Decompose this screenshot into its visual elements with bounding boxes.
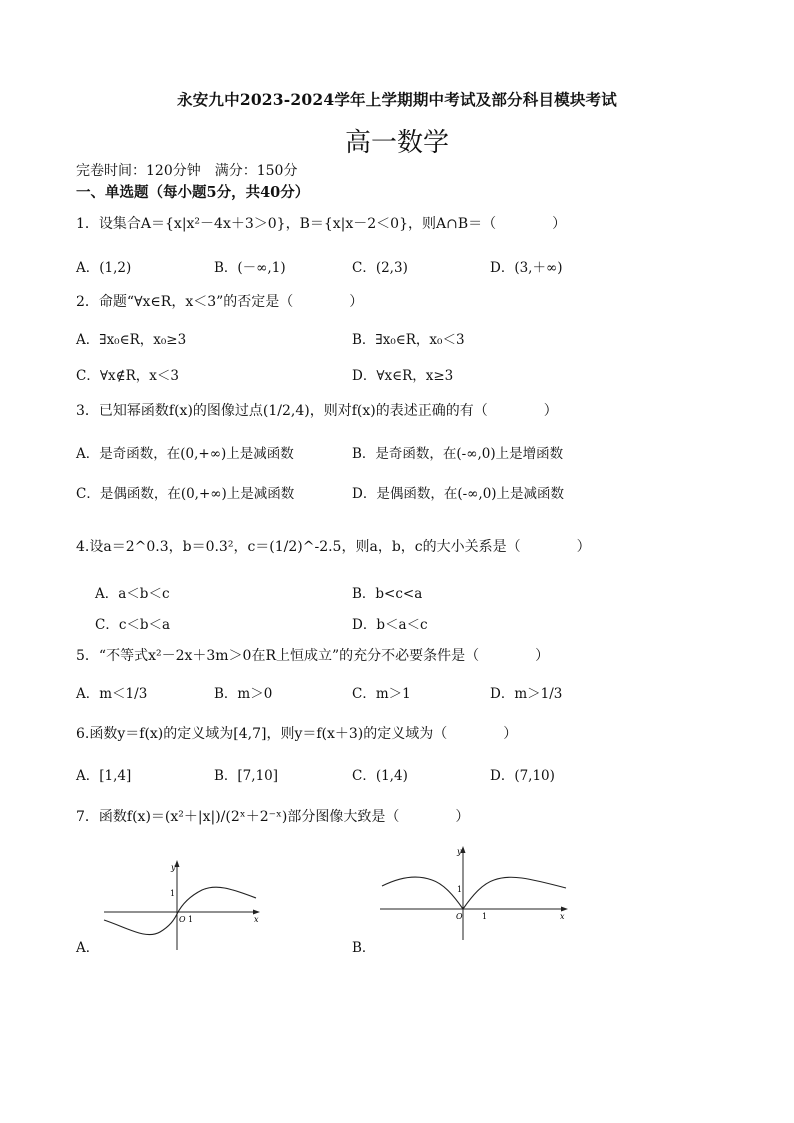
question-2-option-b: B．∃x₀∈R，x₀＜3: [352, 332, 465, 348]
question-3-stem: 3．已知幂函数f(x)的图像过点(1/2,4)，则对f(x)的表述正确的有（ ）: [76, 403, 558, 419]
question-5-option-a: A．m＜1/3: [76, 686, 148, 702]
question-5-option-b: B．m＞0: [214, 686, 273, 702]
y-tick-one: 1: [457, 885, 463, 894]
question-5-stem: 5．“不等式x²－2x＋3m＞0在R上恒成立”的充分不必要条件是（ ）: [76, 648, 550, 664]
question-1-option-b: B．(－∞,1): [214, 260, 286, 276]
exam-title: 永安九中2023-2024学年上学期期中考试及部分科目模块考试: [177, 90, 617, 109]
question-6-stem: 6.函数y＝f(x)的定义域为[4,7]，则y＝f(x＋3)的定义域为（ ）: [76, 726, 518, 742]
question-7-option-a: A．: [76, 940, 100, 956]
question-1-option-d: D．(3,＋∞): [490, 260, 563, 276]
question-3-option-b: B．是奇函数，在(-∞,0)上是增函数: [352, 446, 564, 462]
x-label: x: [254, 915, 259, 924]
x-tick-one: 1: [188, 915, 194, 924]
question-2-stem: 2．命题“∀x∈R，x＜3”的否定是（ ）: [76, 294, 364, 310]
question-4-option-b: B．b<c<a: [352, 586, 423, 602]
y-tick-one: 1: [170, 889, 176, 898]
x-axis-arrow-icon: [253, 910, 260, 915]
question-4-option-d: D．b＜a＜c: [352, 617, 428, 633]
graph-option-b: [376, 842, 576, 942]
question-4-stem: 4.设a＝2^0.3，b＝0.3²，c＝(1/2)^-2.5，则a，b，c的大小关系是（ ）: [76, 539, 591, 555]
question-1-option-a: A．(1,2): [76, 260, 132, 276]
question-6-option-b: B．[7,10]: [214, 768, 279, 784]
origin-label: O: [179, 915, 186, 924]
curve-a: [104, 887, 256, 934]
x-tick-one: 1: [482, 912, 488, 921]
x-axis-arrow-icon: [561, 907, 568, 912]
question-3-option-d: D．是偶函数，在(-∞,0)上是减函数: [352, 486, 565, 502]
question-7-stem: 7．函数f(x)＝(x²＋|x|)/(2ˣ＋2⁻ˣ)部分图像大致是（ ）: [76, 809, 470, 825]
y-label: y: [457, 847, 462, 856]
y-label: y: [171, 863, 176, 872]
question-6-option-c: C．(1,4): [352, 768, 408, 784]
question-5-option-c: C．m＞1: [352, 686, 411, 702]
question-2-option-c: C．∀x∉R，x＜3: [76, 368, 179, 384]
question-4-option-a: A．a＜b＜c: [95, 586, 170, 602]
curve-b: [382, 877, 566, 909]
question-1-option-c: C．(2,3): [352, 260, 408, 276]
question-3-option-c: C．是偶函数，在(0,+∞)上是减函数: [76, 486, 295, 502]
question-6-option-a: A．[1,4]: [76, 768, 132, 784]
question-5-option-d: D．m＞1/3: [490, 686, 563, 702]
question-2-option-d: D．∀x∈R，x≥3: [352, 368, 454, 384]
question-7-option-b: B．: [352, 940, 376, 956]
question-2-option-a: A．∃x₀∈R，x₀≥3: [76, 332, 187, 348]
question-3-option-a: A．是奇函数，在(0,+∞)上是减函数: [76, 446, 294, 462]
question-1-stem: 1．设集合A＝{x|x²－4x＋3＞0}，B＝{x|x－2＜0}，则A∩B＝（ ）: [76, 216, 567, 232]
graph-option-a: [98, 858, 266, 952]
origin-label: O: [456, 912, 463, 921]
question-4-option-c: C．c＜b＜a: [95, 617, 171, 633]
x-label: x: [560, 912, 565, 921]
exam-meta: 完卷时间：120分钟 满分：150分: [76, 163, 298, 179]
subject-title: 高一数学: [344, 128, 449, 158]
question-6-option-d: D．(7,10): [490, 768, 555, 784]
section-heading: 一、单选题（每小题5分，共40分）: [76, 184, 310, 201]
